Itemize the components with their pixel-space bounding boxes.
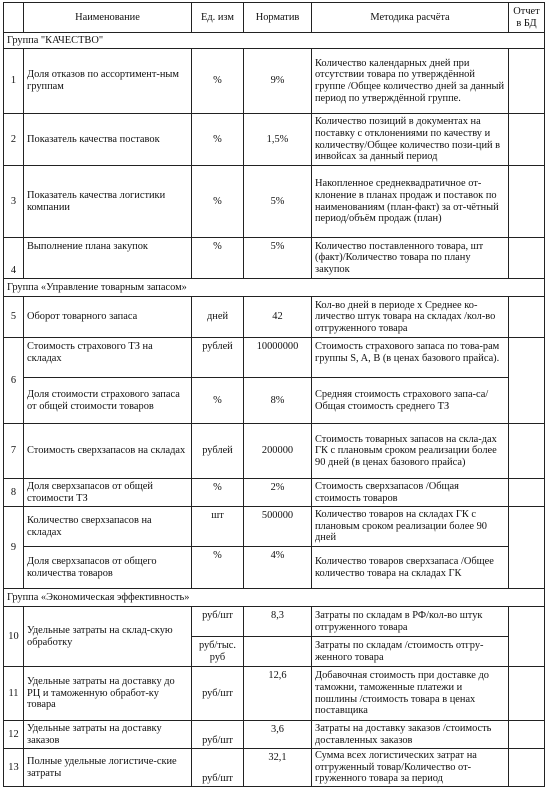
row-unit: руб/шт: [192, 667, 244, 721]
row-name: Оборот товарного запаса: [24, 297, 192, 338]
header-unit: Ед. изм: [192, 3, 244, 33]
table-row: [4, 338, 545, 378]
row-unit: рублей: [192, 424, 244, 479]
row-name: Доля стоимости страхового запаса от общей стоимости товаров: [24, 378, 192, 424]
row-norm: 200000: [244, 424, 312, 479]
row-method: Стоимость сверхзапасов /Общая стоимость товаров: [312, 479, 509, 507]
header-num: [4, 3, 24, 33]
group-row: [4, 279, 545, 297]
table-row: [4, 607, 545, 637]
row-name: Стоимость сверхзапасов на складах: [24, 424, 192, 479]
row-norm: 8%: [244, 378, 312, 424]
row-report: [509, 424, 545, 479]
row-name: Доля сверхзапасов от общей стоимости ТЗ: [24, 479, 192, 507]
table-row: [4, 297, 545, 338]
row-num: 11: [4, 667, 24, 721]
row-name: Выполнение плана закупок: [24, 238, 192, 279]
row-unit: руб/тыс. руб: [192, 637, 244, 667]
row-num: 12: [4, 721, 24, 749]
table-row: [4, 507, 545, 547]
header-method: Методика расчёта: [312, 3, 509, 33]
row-report: [509, 238, 545, 279]
group-row: [4, 589, 545, 607]
row-name: Показатель качества логистики компании: [24, 166, 192, 238]
row-norm: 42: [244, 297, 312, 338]
table-row: [4, 378, 545, 424]
row-num: 2: [4, 114, 24, 166]
row-report: [509, 607, 545, 667]
row-unit: %: [192, 166, 244, 238]
header-row: [4, 3, 545, 33]
row-report: [509, 297, 545, 338]
row-method: Кол-во дней в периоде х Среднее ко-личество штук товара на складах /кол-во отгруженного товара: [312, 297, 509, 338]
row-norm: 4%: [244, 547, 312, 589]
row-method: Затраты на доставку заказов /стоимость доставленных заказов: [312, 721, 509, 749]
table-row: [4, 479, 545, 507]
row-unit: %: [192, 378, 244, 424]
row-method: Количество товаров на складах ГК с плановым сроком реализации более 90 дней: [312, 507, 509, 547]
row-norm: 3,6: [244, 721, 312, 749]
row-unit: руб/шт: [192, 721, 244, 749]
row-name: Показатель качества поставок: [24, 114, 192, 166]
row-method: Затраты по складам /стоимость отгру-женного товара: [312, 637, 509, 667]
header-norm: Норматив: [244, 3, 312, 33]
row-unit: %: [192, 114, 244, 166]
row-unit: %: [192, 479, 244, 507]
row-method: Затраты по складам в РФ/кол-во штук отгруженного товара: [312, 607, 509, 637]
row-method: Стоимость товарных запасов на скла-дах ГК с плановым сроком реализации более 90 дней (в ценах базового прайса): [312, 424, 509, 479]
row-name: Количество сверхзапасов на складах: [24, 507, 192, 547]
row-name: Стоимость страхового ТЗ на складах: [24, 338, 192, 378]
row-method: Количество позиций в документах на поставку с отклонениями по качеству и количеству/Общее количество пози-ций в инвойсах за данный период: [312, 114, 509, 166]
row-norm: 8,3: [244, 607, 312, 637]
row-report: [509, 166, 545, 238]
row-unit: %: [192, 238, 244, 279]
row-unit: рублей: [192, 338, 244, 378]
row-report: [509, 479, 545, 507]
row-name: Доля сверхзапасов от общего количества товаров: [24, 547, 192, 589]
table-row: [4, 547, 545, 589]
table-row: [4, 424, 545, 479]
row-name: Удельные затраты на доставку до РЦ и таможенную обработ-ку товара: [24, 667, 192, 721]
row-report: [509, 507, 545, 589]
table-row: [4, 114, 545, 166]
row-num: 3: [4, 166, 24, 238]
row-method: Накопленное среднеквадратичное от-клонение в планах продаж и поставок по наименованиям (план-факт) за от-чётный период/объём продаж (план): [312, 166, 509, 238]
row-method: Сумма всех логистических затрат на отгруженный товар/Количество от-груженного товара за период: [312, 749, 509, 787]
row-method: Количество товаров сверхзапаса /Общее количество товара на складах ГК: [312, 547, 509, 589]
row-norm: [244, 637, 312, 667]
row-norm: 10000000: [244, 338, 312, 378]
kpi-table: [3, 2, 545, 787]
row-name: Доля отказов по ассортимент-ным группам: [24, 49, 192, 114]
row-report: [509, 667, 545, 721]
row-norm: 1,5%: [244, 114, 312, 166]
table-row: [4, 238, 545, 279]
group-title: Группа "КАЧЕСТВО": [4, 33, 545, 49]
table-row: [4, 667, 545, 721]
table-row: [4, 49, 545, 114]
row-num: 5: [4, 297, 24, 338]
row-report: [509, 721, 545, 749]
row-num: 8: [4, 479, 24, 507]
header-report: Отчет в БД: [509, 3, 545, 33]
group-title: Группа «Управление товарным запасом»: [4, 279, 545, 297]
row-method: Средняя стоимость страхового запа-са/Общая стоимость среднего ТЗ: [312, 378, 509, 424]
row-num: 13: [4, 749, 24, 787]
row-unit: шт: [192, 507, 244, 547]
table-row: [4, 166, 545, 238]
row-norm: 12,6: [244, 667, 312, 721]
table-row: [4, 721, 545, 749]
row-unit: руб/шт: [192, 749, 244, 787]
row-report: [509, 49, 545, 114]
row-report: [509, 338, 545, 424]
row-unit: %: [192, 49, 244, 114]
row-num: 9: [4, 507, 24, 589]
row-norm: 5%: [244, 166, 312, 238]
row-norm: 500000: [244, 507, 312, 547]
group-row: [4, 33, 545, 49]
row-report: [509, 114, 545, 166]
row-report: [509, 749, 545, 787]
row-unit: дней: [192, 297, 244, 338]
row-num: 6: [4, 338, 24, 424]
row-name: Удельные затраты на доставку заказов: [24, 721, 192, 749]
header-name: Наименование: [24, 3, 192, 33]
row-unit: руб/шт: [192, 607, 244, 637]
row-num: 7: [4, 424, 24, 479]
row-norm: 32,1: [244, 749, 312, 787]
row-method: Количество поставленного товара, шт (факт)/Количество товара по плану закупок: [312, 238, 509, 279]
row-method: Стоимость страхового запаса по това-рам группы S, A, B (в ценах базового прайса).: [312, 338, 509, 378]
row-method: Добавочная стоимость при доставке до таможни, таможенные платежи и пошлины /стоимость товара в ценах поставщика: [312, 667, 509, 721]
row-unit: %: [192, 547, 244, 589]
row-method: Количество календарных дней при отсутствии товара по утверждённой группе /Общее количество дней за данный период по утверждённой группе.: [312, 49, 509, 114]
row-num: 1: [4, 49, 24, 114]
group-title: Группа «Экономическая эффективность»: [4, 589, 545, 607]
row-num: 10: [4, 607, 24, 667]
row-num: 4: [4, 238, 24, 279]
row-norm: 9%: [244, 49, 312, 114]
row-norm: 2%: [244, 479, 312, 507]
row-norm: 5%: [244, 238, 312, 279]
row-name: Удельные затраты на склад-скую обработку: [24, 607, 192, 667]
row-name: Полные удельные логистиче-ские затраты: [24, 749, 192, 787]
table-row: [4, 749, 545, 787]
